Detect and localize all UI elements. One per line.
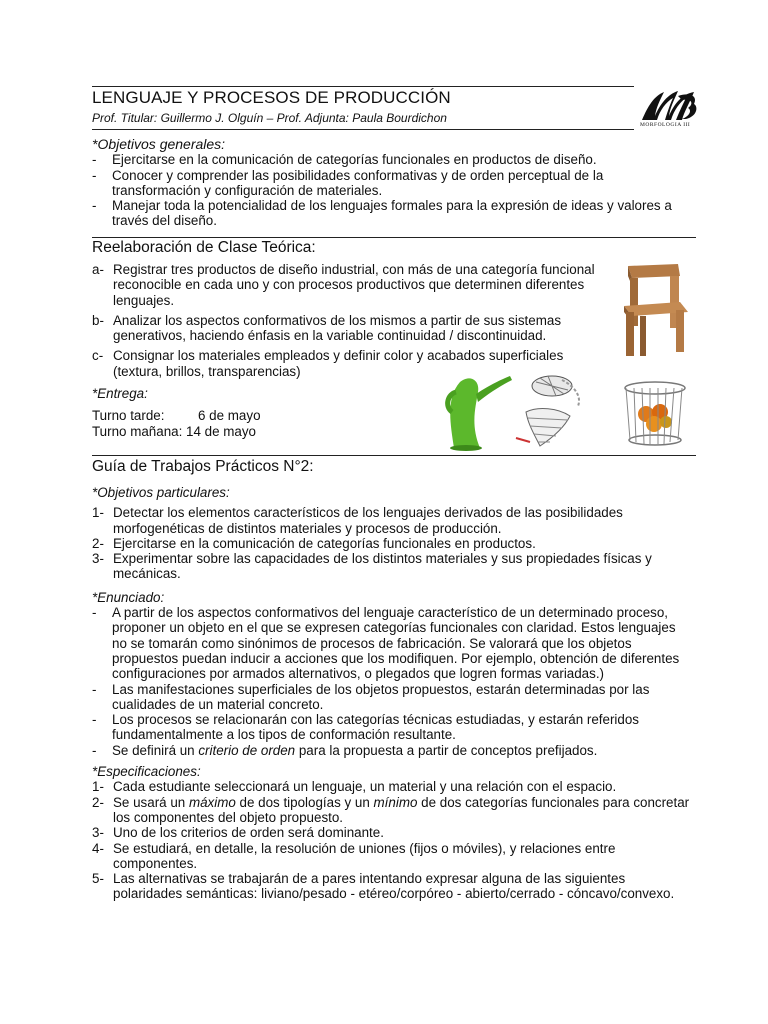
objetivos-generales-list [92, 152, 692, 228]
top-rule [92, 86, 634, 87]
guia-heading: Guía de Trabajos Prácticos N°2: [92, 458, 314, 475]
list-item: 1- Detectar los elementos característicos de los lenguajes derivados de las posibilidades morfogenéticas de distintos materiales y procesos de producción. [92, 505, 623, 536]
list-item: - A partir de los aspectos conformativos del lenguaje característico de un determinado proceso, proponer un objeto en el que se expresen categorías funcionales con claridad. Estos lenguajes no se tomarán como sinónimos de procesos de fabricación. Se valorará que los objetos propuestos puedan inducir a acciones que los modifiquen. Por ejemplo, obtención de diferentes configuraciones por armados alternativos, o plegados que logren formas variadas.) [92, 605, 680, 682]
header-rule [92, 129, 634, 130]
reelaboracion-heading: Reelaboración de Clase Teórica: [92, 239, 316, 256]
list-item: 2- Se usará un máximo de dos tipologías y un mínimo de dos categorías funcionales para concretar los componentes del objeto propuesto. [92, 794, 690, 825]
page-title: LENGUAJE Y PROCESOS DE PRODUCCIÓN [92, 88, 451, 107]
list-item: 3- Experimentar sobre las capacidades de los distintos materiales y sus propiedades físicas y mecánicas. [92, 551, 652, 582]
reelaboracion-list [92, 262, 607, 379]
guia-body [92, 485, 692, 902]
wooden-chair-image [618, 262, 692, 362]
list-item: - Conocer y comprender las posibilidades conformativas y de orden perceptual de la transformación y configuración de materiales. [92, 167, 604, 198]
list-item: a- Registrar tres productos de diseño industrial, con más de una categoría funcional reconocible en cada uno y con procesos productivos que determinen diferentes lenguajes. [92, 262, 595, 308]
watering-can-image [440, 372, 514, 452]
list-item: 5- Las alternativas se trabajarán de a pares intentando expresar alguna de las siguientes polaridades semánticas: liviano/pesado - etéreo/corpóreo - abierto/cerrado - cóncavo/convexo. [92, 871, 675, 902]
objetivos-generales-section [92, 137, 692, 229]
turno-tarde: Turno tarde: 6 de mayo [92, 408, 261, 424]
list-item: 4- Se estudiará, en detalle, la resolución de uniones (fijos o móviles), y relaciones entre componentes. [92, 840, 616, 871]
section-rule [92, 455, 696, 456]
list-item: - Los procesos se relacionarán con las categorías técnicas estudiadas, y estarán referidos fundamentalmente a los tipos de conformación resultante. [92, 712, 639, 743]
list-item: c- Consignar los materiales empleados y definir color y acabados superficiales (textura, brillos, transparencias) [92, 348, 564, 379]
list-item: 1- Cada estudiante seleccionará un lenguaje, un material y una relación con el espacio. [92, 779, 617, 795]
entrega-label: *Entrega: [92, 386, 148, 401]
especificaciones-label: *Especificaciones: [92, 764, 201, 780]
turno-manana: Turno mañana: 14 de mayo [92, 423, 257, 439]
list-item: - Ejercitarse en la comunicación de categorías funcionales en productos de diseño. [92, 152, 597, 168]
section-rule [92, 237, 696, 238]
list-item: 3- Uno de los criterios de orden será dominante. [92, 825, 384, 841]
list-item: b- Analizar los aspectos conformativos de los mismos a partir de sus sistemas generativos, haciendo énfasis en la variable continuidad / discontinuidad. [92, 312, 562, 344]
objetivos-particulares-label: *Objetivos particulares: [92, 485, 230, 500]
wire-fruit-basket-image [618, 380, 692, 448]
entrega-block [92, 386, 261, 439]
list-item: 2- Ejercitarse en la comunicación de categorías funcionales en productos. [92, 535, 536, 551]
list-item: - Manejar toda la potencialidad de los lenguajes formales para la expresión de ideas y valores a través del diseño. [92, 198, 672, 229]
objetivos-generales-label: *Objetivos generales: [92, 136, 226, 152]
list-item: - Se definirá un criterio de orden para la propuesta a partir de conceptos prefijados. [92, 742, 598, 758]
wire-sculpture-image [512, 372, 588, 452]
enunciado-label: *Enunciado: [92, 589, 165, 605]
logo-text: MORFOLOGIA III [640, 122, 691, 128]
page-subtitle: Prof. Titular: Guillermo J. Olguín – Prof. Adjunta: Paula Bourdichon [92, 111, 447, 125]
list-item: - Las manifestaciones superficiales de los objetos propuestos, estarán determinadas por las cualidades de un material concreto. [92, 681, 650, 712]
